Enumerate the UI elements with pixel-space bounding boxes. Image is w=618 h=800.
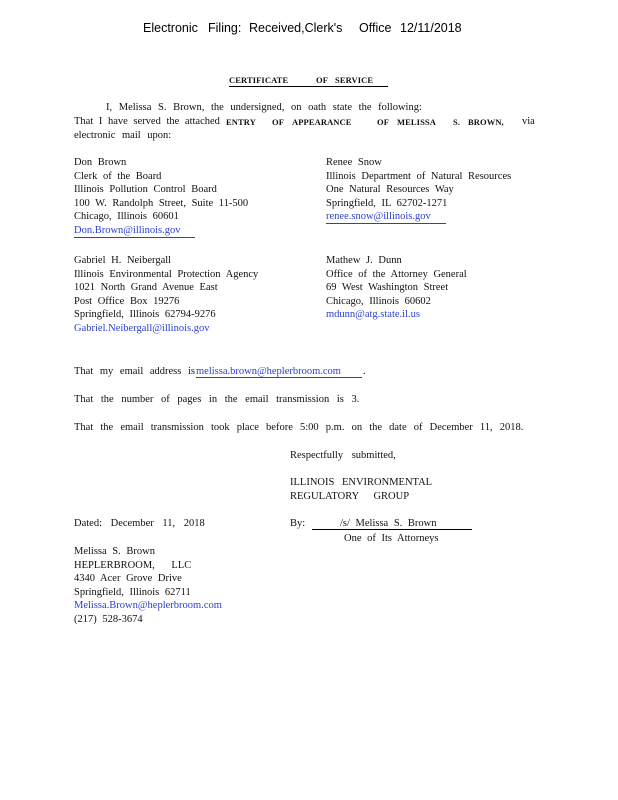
recipient-email-link[interactable]: mdunn@atg.state.il.us [326,309,420,321]
intro-via: via [522,116,535,127]
renee-email-underline [326,223,446,224]
intro-of2: OF [377,117,390,127]
intro-brown: BROWN, [468,117,504,127]
intro-line2: That I have served the attached [74,116,220,127]
intro-line3: electronic mail upon: [74,130,172,141]
signer-role: One of Its Attorneys [344,533,439,544]
recipient-name: Gabriel H. Neibergall [74,255,172,266]
by-label: By: [290,518,306,529]
title-certificate: CERTIFICATE [229,75,289,85]
recipient-pobox: Post Office Box 19276 [74,295,180,307]
recipient-name: Renee Snow [326,157,382,168]
intro-s: S. [453,117,461,127]
statement-email-prefix: That my email address is [74,366,195,377]
recipient-org: Illinois Pollution Control Board [74,184,217,196]
recipient-title: Clerk of the Board [74,170,162,182]
sender-block [74,545,222,627]
respectfully-submitted: Respectfully submitted, [290,450,396,461]
recipient-org: Office of the Attorney General [326,268,467,280]
recipient-address: 1021 North Grand Avenue East [74,282,218,294]
sender-name: Melissa S. Brown [74,546,155,557]
sender-email-link[interactable]: Melissa.Brown@heplerbroom.com [74,600,222,612]
statement-pages: That the number of pages in the email transmission is 3. [74,394,360,405]
recipient-city: Chicago, Illinois 60602 [326,295,431,307]
recipient-org: Illinois Environmental Protection Agency [74,268,259,280]
recipient-mathew-dunn [326,254,467,322]
intro-melissa: MELISSA [397,117,436,127]
recipient-name: Don Brown [74,157,127,168]
recipient-address: One Natural Resources Way [326,184,454,196]
recipient-email-link[interactable]: Don.Brown@illinois.gov [74,224,181,236]
sender-city: Springfield, Illinois 62711 [74,586,191,598]
recipient-address: 100 W. Randolph Street, Suite 11-500 [74,197,249,209]
header-filing: Filing: [208,21,242,35]
sender-address: 4340 Acer Grove Drive [74,573,182,585]
header-date: 12/11/2018 [400,21,462,35]
header-electronic: Electronic [143,21,198,35]
recipient-email-link[interactable]: Gabriel.Neibergall@illinois.gov [74,322,210,334]
header-received: Received,Clerk's [249,21,343,35]
title-underline [229,86,388,87]
sender-firm: HEPLERBROOM, LLC [74,559,192,571]
dated: Dated: December 11, 2018 [74,518,205,529]
intro-of1: OF [272,117,285,127]
signature: /s/ Melissa S. Brown [340,518,437,529]
don-email-underline [74,237,195,238]
sender-phone: (217) 528-3674 [74,613,143,625]
recipient-city: Chicago, Illinois 60601 [74,211,179,223]
recipient-renee-snow [326,156,511,224]
statement-transmission: That the email transmission took place before 5:00 p.m. on the date of December 11, 2018. [74,422,524,433]
intro-line1: I, Melissa S. Brown, the undersigned, on oath state the following: [106,102,422,113]
signature-line [312,529,472,530]
org-line2: REGULATORY GROUP [290,491,410,502]
header-office: Office [359,21,392,35]
statement-email-suffix: . [363,366,366,377]
org-line1: ILLINOIS ENVIRONMENTAL [290,477,433,488]
recipient-don-brown [74,156,248,238]
recipient-city: Springfield, Illinois 62794-9276 [74,309,216,321]
recipient-org: Illinois Department of Natural Resources [326,170,512,182]
intro-entry: ENTRY [226,117,256,127]
recipient-name: Mathew J. Dunn [326,255,402,266]
recipient-address: 69 West Washington Street [326,282,449,294]
intro-appearance: APPEARANCE [292,117,352,127]
recipient-email-link[interactable]: renee.snow@illinois.gov [326,211,431,223]
statement-email-link[interactable]: melissa.brown@heplerbroom.com [196,366,341,377]
recipient-city: Springfield, IL 62702-1271 [326,197,448,209]
recipient-gabriel-neibergall [74,254,258,336]
title-of: OF [316,75,329,85]
statement-email-underline [196,377,362,378]
title-service: SERVICE [335,75,374,85]
